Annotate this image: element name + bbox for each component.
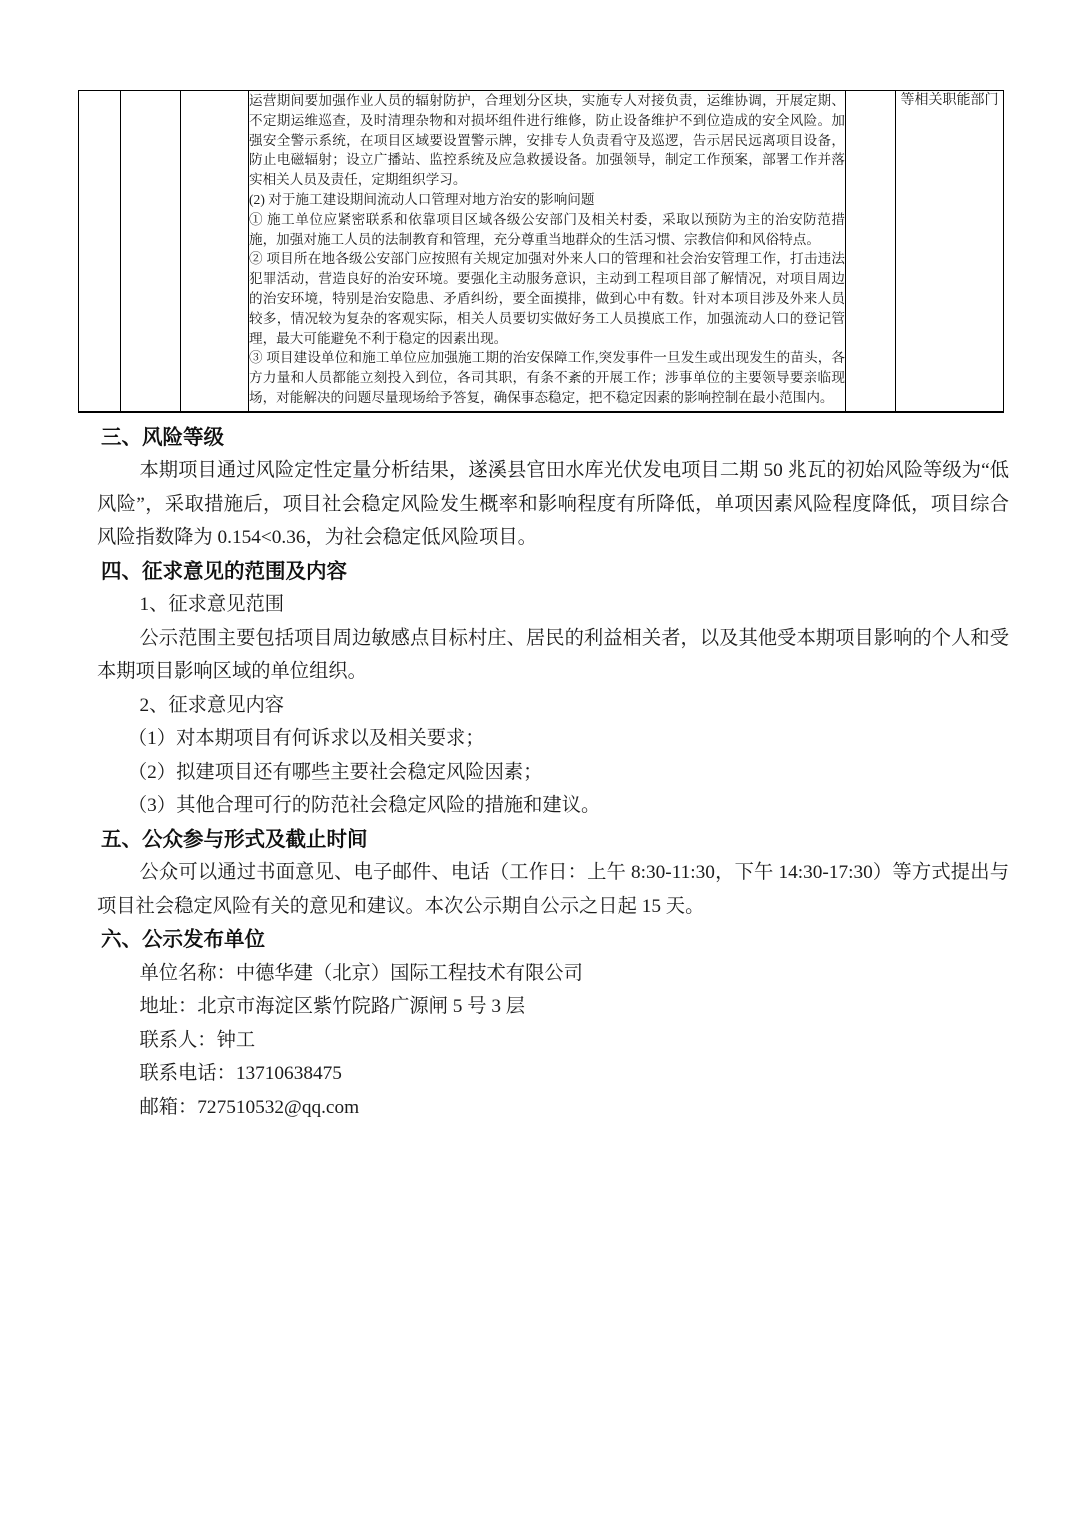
consultation-item-3: （3）其他合理可行的防范社会稳定风险的措施和建议。 [127, 795, 601, 816]
section-heading-risk-level: 三、风险等级 [101, 425, 224, 449]
measures-paragraph-operation: 运营期间要加强作业人员的辐射防护，合理划分区块，实施专人对接负责，运维协调，开展定期、不定期运维巡查，及时清理杂物和对损坏组件进行维修，防止设备维护不到位造成的安全风险。加强安全警示系统，在项目区域要设置警示牌，安排专人负责看守及巡逻，告示居民远离项目设备，防止电磁辐射；设立广播站、监控系统及应急救援设备。加强领导，制定工作预案，部署工作并落实相关人员及责任，定期组织学习。 [249, 93, 845, 188]
measures-paragraph-item-3: ③ 项目建设单位和施工单位应加强施工期的治安保障工作,突发事件一旦发生或出现发生的苗头，各方力量和人员都能立刻投入到位，各司其职，有条不紊的开展工作；涉事单位的主要领导要亲临现场，对能解决的问题尽量现场给予答复，确保事态稳定，把不稳定因素的影响控制在最小范围内。 [249, 350, 845, 405]
document-body [97, 421, 1009, 1125]
section-heading-participation: 五、公众参与形式及截止时间 [101, 827, 368, 851]
publisher-phone: 联系电话：13710638475 [139, 1063, 342, 1084]
consultation-scope-title: 1、征求意见范围 [139, 594, 285, 615]
consultation-item-2: （2）拟建项目还有哪些主要社会稳定风险因素； [127, 761, 543, 783]
consultation-content-title: 2、征求意见内容 [139, 694, 285, 716]
publisher-contact-person: 联系人：钟工 [139, 1029, 256, 1051]
consultation-scope-paragraph: 公示范围主要包括项目周边敏感点目标村庄、居民的利益相关者，以及其他受本期项目影响的个人和受本期项目影响区域的单位组织。 [97, 627, 1009, 682]
publisher-address: 地址：北京市海淀区紫竹院路广源闸 5 号 3 层 [139, 996, 526, 1017]
consultation-item-1: （1）对本期项目有何诉求以及相关要求； [127, 728, 485, 749]
risk-level-paragraph: 本期项目通过风险定性定量分析结果，遂溪县官田水库光伏发电项目二期 50 兆瓦的初始风险等级为“低风险”，采取措施后，项目社会稳定风险发生概率和影响程度有所降低，单项因素风险程度降低，项目综合风险指数降为 0.154<0.36，为社会稳定低风险项目。 [97, 460, 1009, 548]
participation-paragraph: 公众可以通过书面意见、电子邮件、电话（工作日：上午 8:30-11:30，下午 14:30-17:30）等方式提出与项目社会稳定风险有关的意见和建议。本次公示期自公示之日起 15 天。 [97, 862, 1009, 917]
table-cell-responsible-dept: 等相关职能部门 [896, 91, 1004, 412]
table-cell-empty-4 [846, 91, 896, 412]
table-cell-empty-2 [121, 91, 181, 412]
publisher-company-name: 单位名称：中德华建（北京）国际工程技术有限公司 [139, 962, 583, 984]
table-cell-measures [249, 91, 846, 412]
measures-paragraph-issue-title: (2) 对于施工建设期间流动人口管理对地方治安的影响问题 [249, 191, 595, 207]
section-heading-publisher: 六、公示发布单位 [101, 928, 265, 951]
measures-paragraph-item-1: ① 施工单位应紧密联系和依靠项目区域各级公安部门及相关村委，采取以预防为主的治安防范措施，加强对施工人员的法制教育和管理，充分尊重当地群众的生活习惯、宗教信仰和风俗特点。 [249, 211, 845, 247]
risk-measures-table [78, 90, 1004, 413]
section-heading-consultation: 四、征求意见的范围及内容 [101, 559, 347, 583]
table-cell-empty-3 [181, 91, 249, 412]
table-row [79, 91, 1004, 412]
publisher-email: 邮箱：727510532@qq.com [139, 1096, 360, 1118]
measures-paragraph-item-2: ② 项目所在地各级公安部门应按照有关规定加强对外来人口的管理和社会治安管理工作，打击违法犯罪活动，营造良好的治安环境。要强化主动服务意识，主动到工程项目部了解情况，对项目周边的治安环境，特别是治安隐患、矛盾纠纷，要全面摸排，做到心中有数。针对本项目涉及外来人员较多，情况较为复杂的客观实际，相关人员要切实做好务工人员摸底工作，加强流动人口的登记管理，最大可能避免不利于稳定的因素出现。 [249, 251, 845, 346]
table-cell-empty-1 [79, 91, 121, 412]
